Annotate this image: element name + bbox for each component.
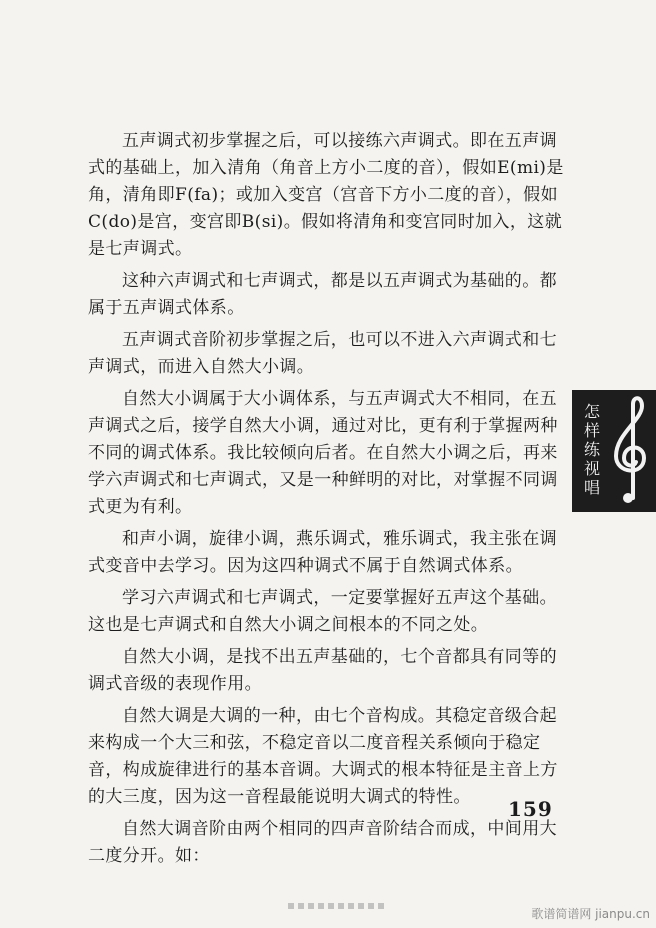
page-number: 159 xyxy=(508,797,553,821)
side-tab-title xyxy=(582,402,602,497)
paragraph-8: 自然大调是大调的一种，由七个音构成。其稳定音级合起来构成一个大三和弦，不稳定音以二度音程关系倾向于稳定音，构成旋律进行的基本音调。大调式的根本特征是主音上方的大三度，因为这一音程最能说明大调式的特性。 xyxy=(88,706,558,807)
paragraph-3: 五声调式音阶初步掌握之后，也可以不进入六声调式和七声调式，而进入自然大小调。 xyxy=(88,330,557,377)
treble-clef-icon xyxy=(606,394,654,506)
watermark: 歌谱简谱网 jianpu.cn xyxy=(531,907,650,921)
side-tab-char: 唱 xyxy=(583,478,600,497)
paragraph-2: 这种六声调式和七声调式，都是以五声调式为基础的。都属于五声调式体系。 xyxy=(88,271,557,318)
chapter-side-tab xyxy=(572,390,656,512)
body-text xyxy=(88,128,568,875)
paragraph-4: 自然大小调属于大小调体系，与五声调式大不相同，在五声调式之后，接学自然大小调，通过对比，更有利于掌握两种不同的调式体系。我比较倾向后者。在自然大小调之后，再来学六声调式和七声调式，又是一种鲜明的对比，对掌握不同调式更为有利。 xyxy=(88,389,558,517)
paragraph-9: 自然大调音阶由两个相同的四声音阶结合而成，中间用大二度分开。如： xyxy=(88,819,557,866)
paragraph-1: 五声调式初步掌握之后，可以接练六声调式。即在五声调式的基础上，加入清角（角音上方小二度的音），假如E(mi)是角，清角即F(fa)；或加入变宫（宫音下方小二度的音），假如C(do)是宫，变宫即B(si)。假如将清角和变宫同时加入，这就是七声调式。 xyxy=(88,131,564,259)
footer-scan-mark xyxy=(288,903,388,909)
side-tab-char: 样 xyxy=(583,421,600,440)
paragraph-5: 和声小调，旋律小调，燕乐调式，雅乐调式，我主张在调式变音中去学习。因为这四种调式不属于自然调式体系。 xyxy=(88,529,557,576)
paragraph-6: 学习六声调式和七声调式，一定要掌握好五声这个基础。这也是七声调式和自然大小调之间根本的不同之处。 xyxy=(88,588,557,635)
paragraph-7: 自然大小调，是找不出五声基础的，七个音都具有同等的调式音级的表现作用。 xyxy=(88,647,557,694)
side-tab-char: 练 xyxy=(583,440,600,459)
side-tab-char: 视 xyxy=(583,459,600,478)
side-tab-char: 怎 xyxy=(583,402,600,421)
